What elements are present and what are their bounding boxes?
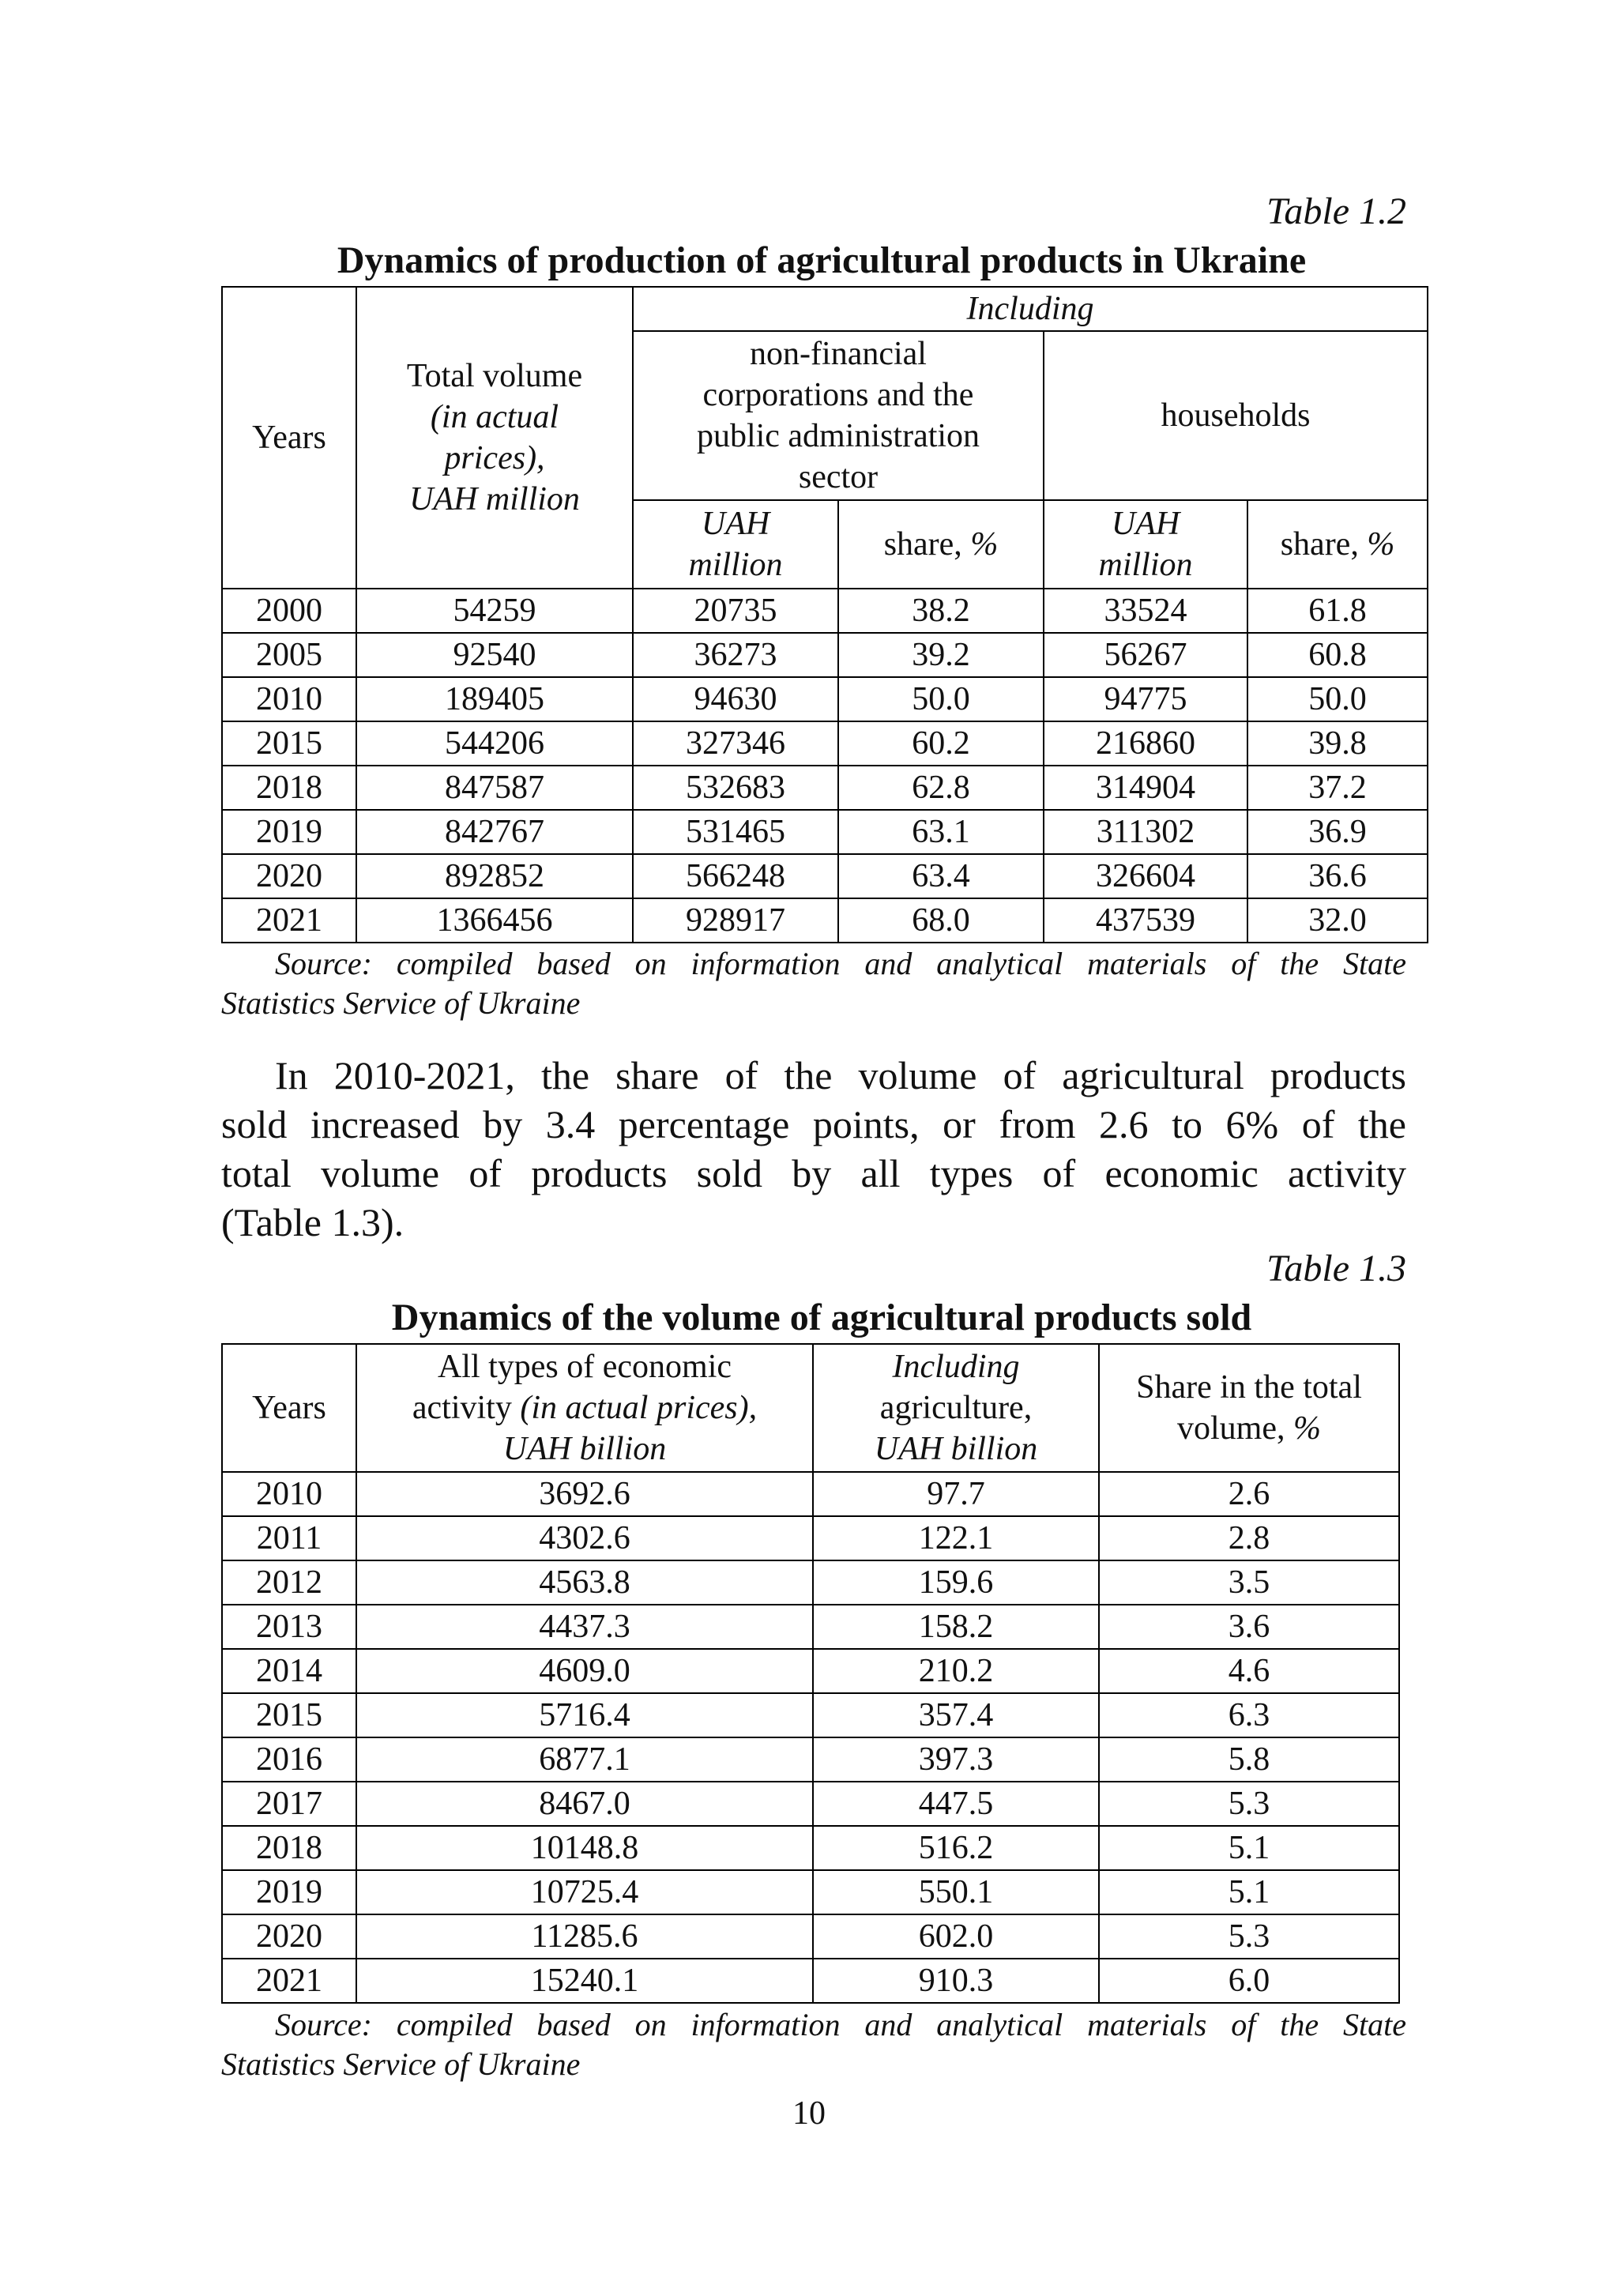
table-cell: 847587 (356, 766, 633, 810)
table-cell: 5.3 (1099, 1914, 1399, 1959)
header-years: Years (222, 1344, 356, 1472)
table-cell: 62.8 (838, 766, 1044, 810)
header-hh-uah-million: UAH million (1044, 500, 1247, 589)
table-cell: 3.6 (1099, 1605, 1399, 1649)
table-cell: 2.8 (1099, 1516, 1399, 1560)
table-row (222, 677, 1428, 721)
table-cell: 63.4 (838, 854, 1044, 898)
table-row (222, 898, 1428, 943)
table-cell: 602.0 (813, 1914, 1099, 1959)
table-cell: 2012 (222, 1560, 356, 1605)
table-cell: 94630 (633, 677, 838, 721)
table-cell: 5.8 (1099, 1737, 1399, 1782)
table-cell: 516.2 (813, 1826, 1099, 1870)
table-row (222, 1693, 1399, 1737)
table-1-2 (221, 286, 1428, 943)
table-cell: 2010 (222, 1472, 356, 1516)
table-cell: 314904 (1044, 766, 1247, 810)
table-cell: 2.6 (1099, 1472, 1399, 1516)
table-cell: 2000 (222, 589, 356, 633)
table-cell: 531465 (633, 810, 838, 854)
table-cell: 2016 (222, 1737, 356, 1782)
table-cell: 2019 (222, 810, 356, 854)
table-cell: 10148.8 (356, 1826, 813, 1870)
table-cell: 39.8 (1247, 721, 1428, 766)
header-corp-uah-million: UAH million (633, 500, 838, 589)
table-cell: 6.0 (1099, 1959, 1399, 2003)
table-cell: 2020 (222, 1914, 356, 1959)
table-cell: 189405 (356, 677, 633, 721)
table-cell: 50.0 (1247, 677, 1428, 721)
table-cell: 544206 (356, 721, 633, 766)
table-cell: 8467.0 (356, 1782, 813, 1826)
table-row (222, 1959, 1399, 2003)
table-cell: 4302.6 (356, 1516, 813, 1560)
table-cell: 36.6 (1247, 854, 1428, 898)
header-total-volume: Total volume (in actual prices), UAH million (356, 287, 633, 589)
table-cell: 6.3 (1099, 1693, 1399, 1737)
table-cell: 2020 (222, 854, 356, 898)
table-cell: 92540 (356, 633, 633, 677)
table-cell: 38.2 (838, 589, 1044, 633)
table-row (222, 1560, 1399, 1605)
table-cell: 2011 (222, 1516, 356, 1560)
table-cell: 32.0 (1247, 898, 1428, 943)
table-cell: 928917 (633, 898, 838, 943)
table-cell: 39.2 (838, 633, 1044, 677)
header-corporations: non-financial corporations and the public administration sector (633, 331, 1044, 500)
table-cell: 36.9 (1247, 810, 1428, 854)
table-cell: 5.3 (1099, 1782, 1399, 1826)
header-corp-share: share, % (838, 500, 1044, 589)
table-cell: 60.8 (1247, 633, 1428, 677)
table-row (222, 810, 1428, 854)
table-cell: 15240.1 (356, 1959, 813, 2003)
table-cell: 4437.3 (356, 1605, 813, 1649)
table-row (222, 1737, 1399, 1782)
table-row (222, 766, 1428, 810)
table-cell: 60.2 (838, 721, 1044, 766)
table-cell: 56267 (1044, 633, 1247, 677)
table-row (222, 633, 1428, 677)
table-cell: 4.6 (1099, 1649, 1399, 1693)
table-cell: 2018 (222, 1826, 356, 1870)
table-cell: 33524 (1044, 589, 1247, 633)
table-cell: 2015 (222, 721, 356, 766)
table-cell: 68.0 (838, 898, 1044, 943)
table-cell: 357.4 (813, 1693, 1099, 1737)
table-cell: 5.1 (1099, 1826, 1399, 1870)
table-cell: 3.5 (1099, 1560, 1399, 1605)
table-1-3-title: Dynamics of the volume of agricultural products sold (391, 1297, 1252, 1338)
table-cell: 2021 (222, 1959, 356, 2003)
table-cell: 97.7 (813, 1472, 1099, 1516)
table-cell: 5.1 (1099, 1870, 1399, 1914)
table-cell: 61.8 (1247, 589, 1428, 633)
table-cell: 550.1 (813, 1870, 1099, 1914)
table-cell: 3692.6 (356, 1472, 813, 1516)
table-row (222, 1826, 1399, 1870)
table-cell: 216860 (1044, 721, 1247, 766)
table-row (222, 854, 1428, 898)
table-cell: 437539 (1044, 898, 1247, 943)
header-share-total: Share in the total volume, % (1099, 1344, 1399, 1472)
table-cell: 158.2 (813, 1605, 1099, 1649)
header-including: Including (633, 287, 1428, 331)
table-cell: 20735 (633, 589, 838, 633)
table-cell: 10725.4 (356, 1870, 813, 1914)
table-row (222, 721, 1428, 766)
table-cell: 159.6 (813, 1560, 1099, 1605)
table-cell: 311302 (1044, 810, 1247, 854)
table-cell: 1366456 (356, 898, 633, 943)
header-agriculture: Including agriculture, UAH billion (813, 1344, 1099, 1472)
table-1-3 (221, 1343, 1400, 2004)
table-cell: 2018 (222, 766, 356, 810)
table-cell: 37.2 (1247, 766, 1428, 810)
table-cell: 63.1 (838, 810, 1044, 854)
table-cell: 2021 (222, 898, 356, 943)
table-row (222, 1516, 1399, 1560)
header-households: households (1044, 331, 1428, 500)
table-1-3-source: Source: compiled based on information and analytical materials of the State Statistics Service of Ukraine (221, 2007, 1406, 2082)
table-cell: 4563.8 (356, 1560, 813, 1605)
table-cell: 6877.1 (356, 1737, 813, 1782)
table-cell: 50.0 (838, 677, 1044, 721)
table-cell: 327346 (633, 721, 838, 766)
table-1-2-title: Dynamics of production of agricultural products in Ukraine (337, 239, 1307, 281)
table-cell: 2005 (222, 633, 356, 677)
table-cell: 910.3 (813, 1959, 1099, 2003)
body-paragraph: In 2010-2021, the share of the volume of agricultural products sold increased by 3.4 percentage points, or from 2.6 to 6% of the total volume of products sold by all types of economic activity (Table 1.3). (221, 1053, 1406, 1244)
table-cell: 94775 (1044, 677, 1247, 721)
table-cell: 566248 (633, 854, 838, 898)
table-row (222, 1472, 1399, 1516)
table-cell: 2014 (222, 1649, 356, 1693)
table-1-2-source: Source: compiled based on information and analytical materials of the State Statistics Service of Ukraine (221, 946, 1406, 1021)
table-cell: 326604 (1044, 854, 1247, 898)
table-cell: 447.5 (813, 1782, 1099, 1826)
table-cell: 842767 (356, 810, 633, 854)
table-cell: 11285.6 (356, 1914, 813, 1959)
page-number: 10 (792, 2095, 826, 2132)
table-cell: 210.2 (813, 1649, 1099, 1693)
table-row (222, 1605, 1399, 1649)
table-cell: 397.3 (813, 1737, 1099, 1782)
table-cell: 2019 (222, 1870, 356, 1914)
table-row (222, 589, 1428, 633)
table-cell: 2015 (222, 1693, 356, 1737)
table-row (222, 1914, 1399, 1959)
table-row (222, 1782, 1399, 1826)
table-cell: 54259 (356, 589, 633, 633)
table-row (222, 1649, 1399, 1693)
header-years: Years (222, 287, 356, 589)
table-row (222, 1870, 1399, 1914)
header-all-activity: All types of economic activity (in actual prices), UAH billion (356, 1344, 813, 1472)
table-cell: 2010 (222, 677, 356, 721)
table-cell: 532683 (633, 766, 838, 810)
table-cell: 122.1 (813, 1516, 1099, 1560)
table-cell: 4609.0 (356, 1649, 813, 1693)
table-cell: 2013 (222, 1605, 356, 1649)
table-1-3-caption: Table 1.3 (1266, 1248, 1406, 1289)
table-cell: 36273 (633, 633, 838, 677)
header-hh-share: share, % (1247, 500, 1428, 589)
table-cell: 5716.4 (356, 1693, 813, 1737)
table-1-2-caption: Table 1.2 (1266, 190, 1406, 232)
table-cell: 892852 (356, 854, 633, 898)
table-cell: 2017 (222, 1782, 356, 1826)
